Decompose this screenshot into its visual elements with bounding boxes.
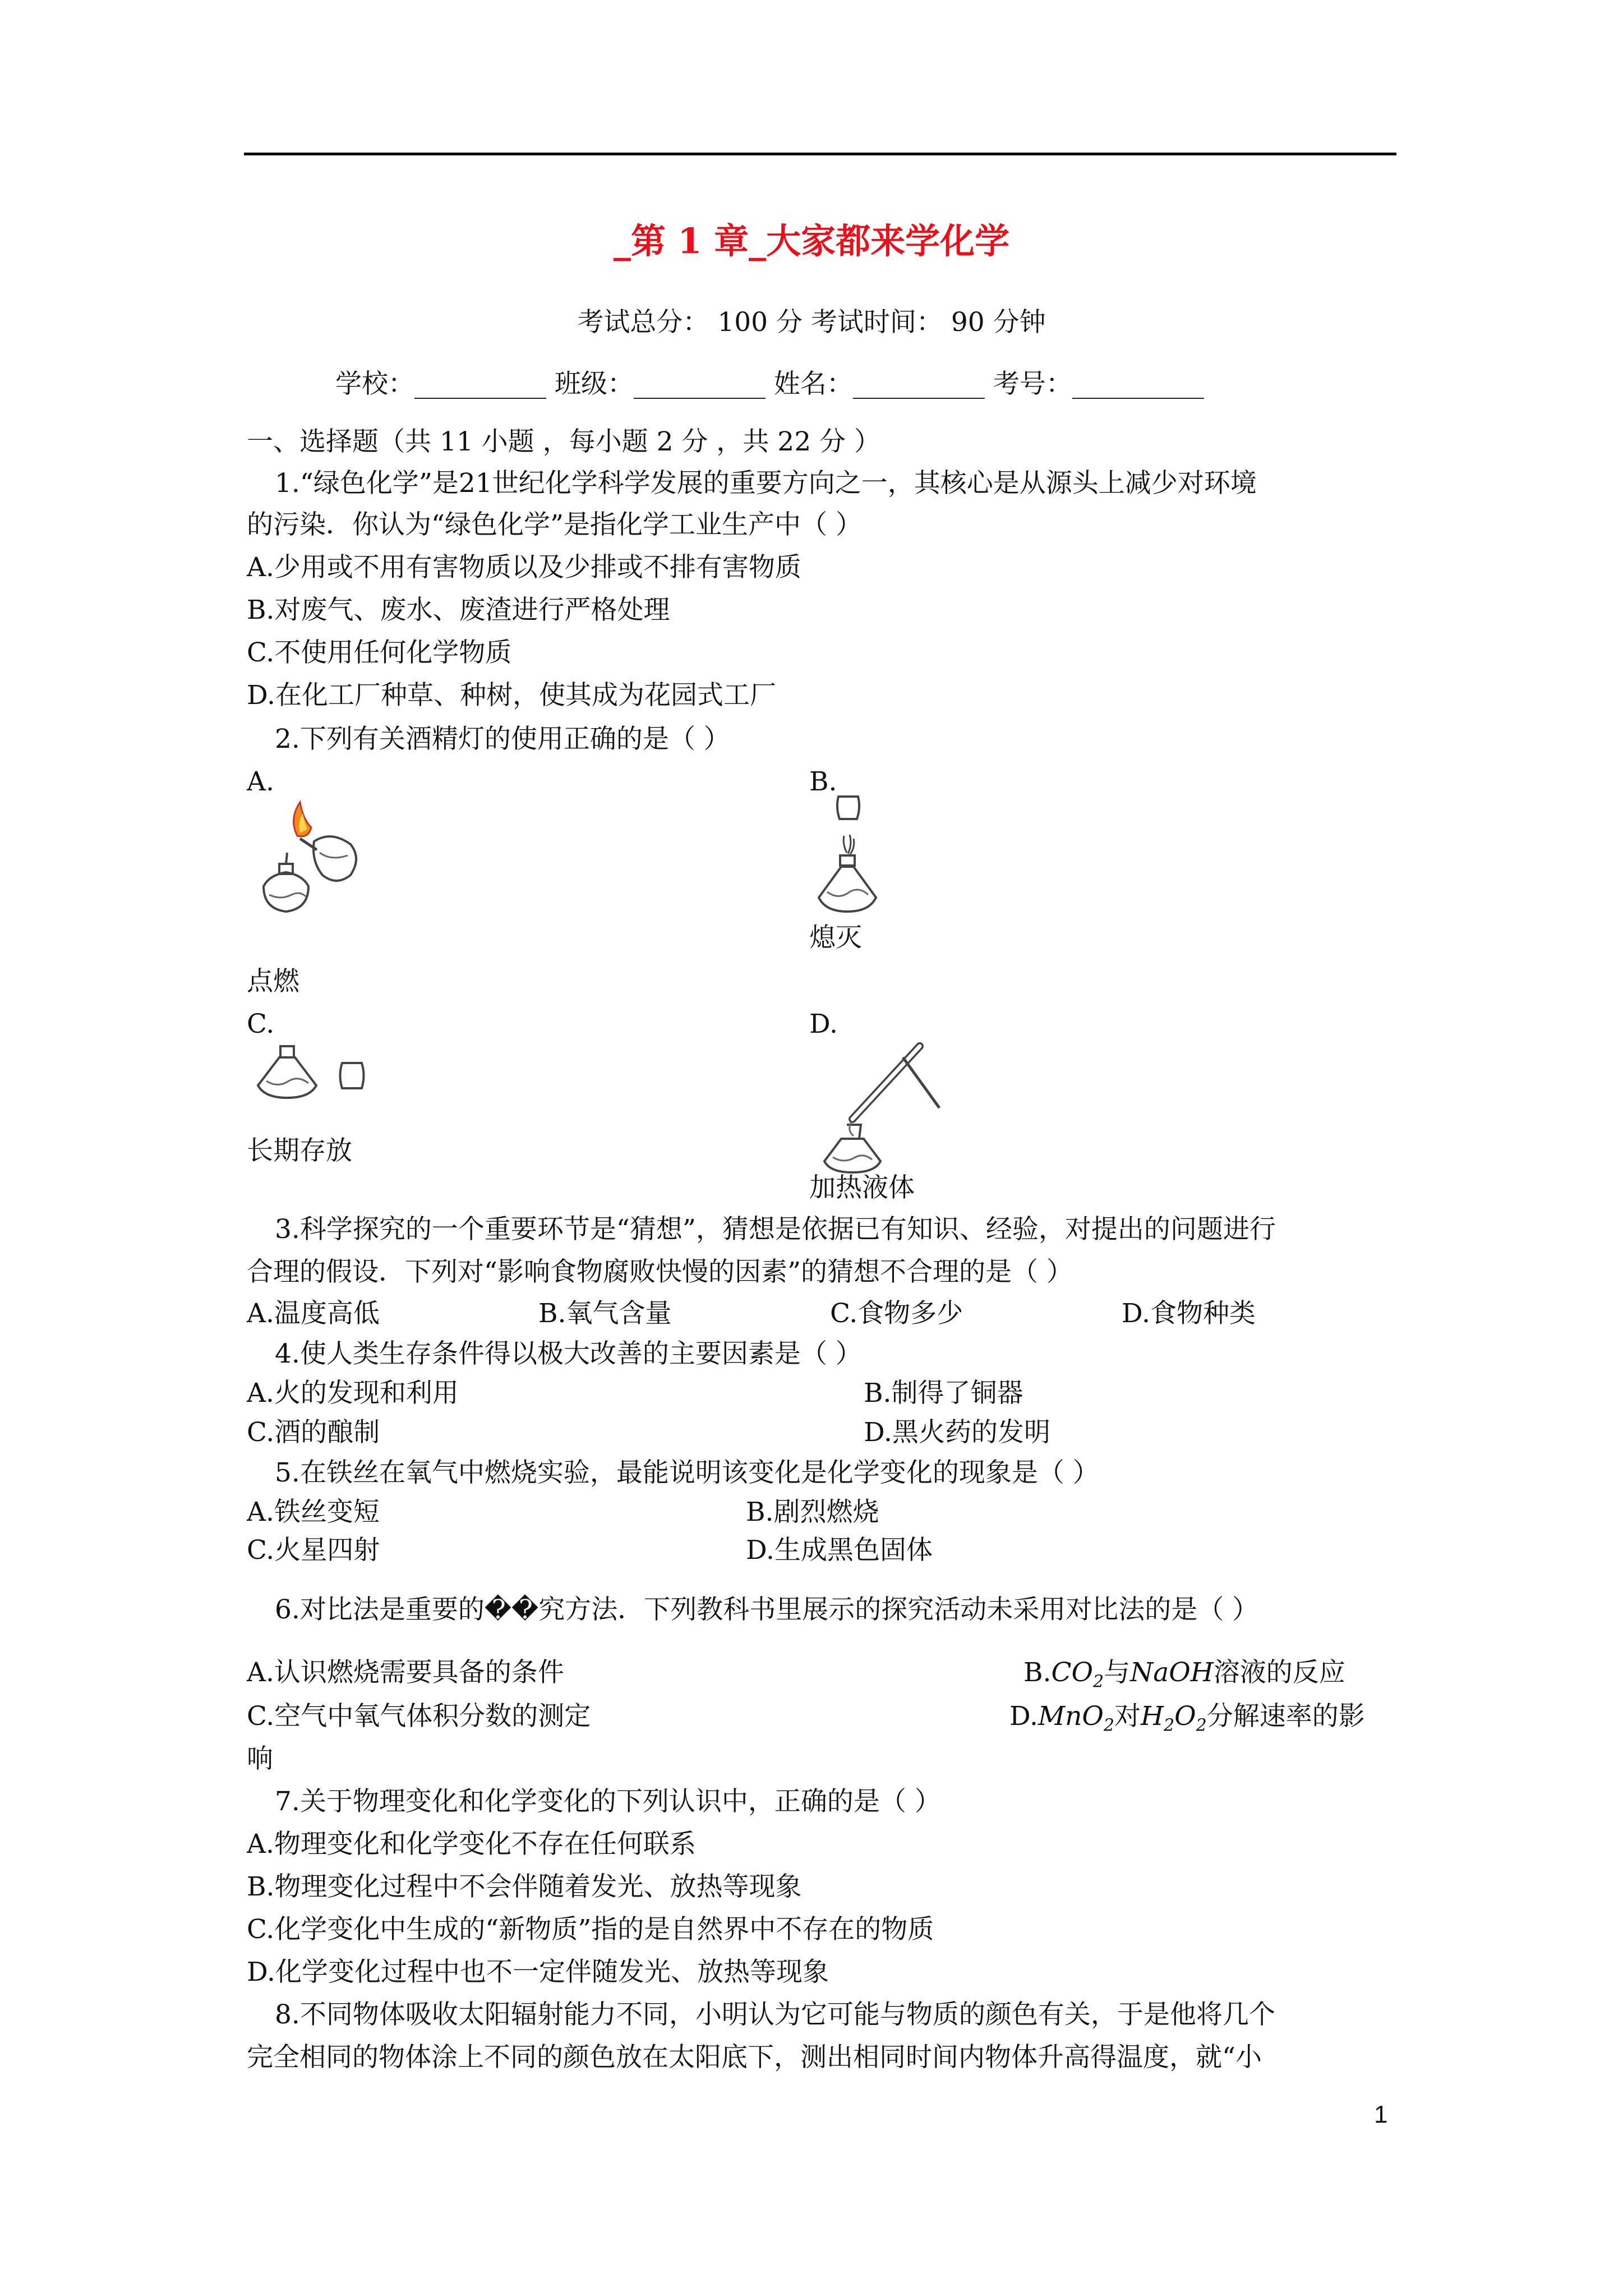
q5-stem: 5.在铁丝在氧气中燃烧实验，最能说明该变化是化学变化的现象是（ ） [275, 1457, 1099, 1488]
header-rule [244, 153, 1396, 155]
page-title: _第 1 章_大家都来学化学 [613, 220, 1010, 261]
q6-option-b-suffix: 溶液的反应 [1213, 1657, 1345, 1688]
q2-option-d-caption: 加热液体 [809, 1172, 915, 1203]
page-number: 1 [1374, 2101, 1388, 2128]
q4-option-d: D.黑火药的发明 [864, 1417, 1050, 1448]
q8-stem-line2: 完全相同的物体涂上不同的颜色放在太阳底下，测出相同时间内物体升高得温度，就“小 [247, 2042, 1262, 2073]
q6-option-b-mid: 与 [1104, 1657, 1131, 1688]
alcohol-lamp-lighting-illustration [247, 797, 370, 931]
q6-option-b [1023, 1656, 1345, 1699]
q2-option-b-caption: 熄灭 [809, 922, 862, 953]
q2-option-d-label: D. [809, 1009, 838, 1039]
q2-option-b-label: B. [809, 766, 837, 797]
q3-option-d: D.食物种类 [1122, 1298, 1256, 1329]
q4-stem: 4.使人类生存条件得以极大改善的主要因素是（ ） [275, 1338, 862, 1369]
q6-option-d-prefix: D. [1009, 1701, 1038, 1732]
alcohol-lamp-storage-illustration [247, 1041, 381, 1102]
q6-option-b-formula-co2-sub: 2 [1092, 1672, 1104, 1692]
q3-option-c: C.食物多少 [830, 1298, 963, 1329]
heating-liquid-illustration [808, 1041, 953, 1175]
q7-option-d: D.化学变化过程中也不一定伴随发光、放热等现象 [247, 1957, 829, 1987]
q3-stem-line1: 3.科学探究的一个重要环节是“猜想”，猜想是依据已有知识、经验，对提出的问题进行 [275, 1214, 1276, 1245]
q6-option-d-formula-mno2-sub: 2 [1103, 1715, 1114, 1736]
q5-option-a: A.铁丝变短 [247, 1497, 380, 1527]
q6-option-d [1009, 1700, 1365, 1742]
q1-option-b: B.对废气、废水、废渣进行严格处理 [247, 595, 670, 625]
alcohol-lamp-extinguish-illustration [808, 791, 886, 926]
q7-option-c: C.化学变化中生成的“新物质”指的是自然界中不存在的物质 [247, 1914, 934, 1945]
student-fields: 学校：__________ 班级：__________ 姓名：__________ 考号：__________ [335, 369, 1204, 399]
q3-option-b: B.氧气含量 [538, 1298, 672, 1329]
exam-info: 考试总分： 100 分 考试时间： 90 分钟 [577, 307, 1046, 338]
q6-option-c: C.空气中氧气体积分数的测定 [247, 1701, 591, 1732]
q7-stem: 7.关于物理变化和化学变化的下列认识中，正确的是（ ） [275, 1786, 941, 1817]
q3-stem-line2: 合理的假设．下列对“影响食物腐败快慢的因素”的猜想不合理的是（ ） [247, 1257, 1073, 1287]
q6-option-d-formula-o-sub: 2 [1196, 1715, 1207, 1736]
q4-option-a: A.火的发现和利用 [247, 1378, 459, 1409]
q3-option-a: A.温度高低 [247, 1298, 380, 1329]
q5-option-c: C.火星四射 [247, 1535, 380, 1566]
q6-option-d-formula-mno2: MnO [1038, 1701, 1104, 1732]
q4-option-b: B.制得了铜器 [864, 1378, 1023, 1409]
q5-option-d: D.生成黑色固体 [746, 1535, 933, 1566]
q6-option-d-formula-h-sub: 2 [1163, 1715, 1175, 1736]
q6-option-d-formula-h: H [1140, 1701, 1164, 1732]
q6-option-b-formula-co2: CO [1051, 1657, 1093, 1688]
q7-option-a: A.物理变化和化学变化不存在任何联系 [247, 1829, 696, 1860]
q2-option-c-caption: 长期存放 [247, 1135, 352, 1166]
q1-option-c: C.不使用任何化学物质 [247, 637, 512, 668]
q2-stem: 2.下列有关酒精灯的使用正确的是（ ） [275, 724, 730, 754]
q1-option-d: D.在化工厂种草、种树，使其成为花园式工厂 [247, 680, 776, 711]
q8-stem-line1: 8.不同物体吸收太阳辐射能力不同，小明认为它可能与物质的颜色有关，于是他将几个 [275, 1999, 1275, 2030]
q2-option-a-caption: 点燃 [247, 966, 299, 997]
q4-option-c: C.酒的酿制 [247, 1417, 380, 1448]
q6-option-d-suffix: 分解速率的影 [1206, 1701, 1365, 1732]
q6-option-b-formula-naoh: NaOH [1130, 1657, 1214, 1688]
q2-option-a-label: A. [247, 766, 274, 797]
q6-option-b-prefix: B. [1023, 1657, 1052, 1688]
q5-option-b: B.剧烈燃烧 [746, 1497, 879, 1527]
q1-option-a: A.少用或不用有害物质以及少排或不排有害物质 [247, 552, 801, 583]
q6-stem: 6.对比法是重要的��究方法．下列教科书里展示的探究活动未采用对比法的是（ ） [275, 1594, 1259, 1625]
q6-option-d-wrap: 响 [247, 1743, 273, 1774]
section-heading: 一、选择题（共 11 小题 ，每小题 2 分 ，共 22 分 ） [247, 426, 880, 457]
q6-option-a: A.认识燃烧需要具备的条件 [247, 1657, 564, 1688]
q2-option-c-label: C. [247, 1009, 275, 1039]
q1-stem-line1: 1.“绿色化学”是21世纪化学科学发展的重要方向之一，其核心是从源头上减少对环境 [275, 468, 1257, 499]
q6-option-d-formula-o: O [1174, 1701, 1196, 1732]
q7-option-b: B.物理变化过程中不会伴随着发光、放热等现象 [247, 1871, 802, 1902]
q1-stem-line2: 的污染．你认为“绿色化学”是指化学工业生产中（ ） [247, 509, 862, 540]
q6-option-d-mid: 对 [1114, 1701, 1141, 1732]
